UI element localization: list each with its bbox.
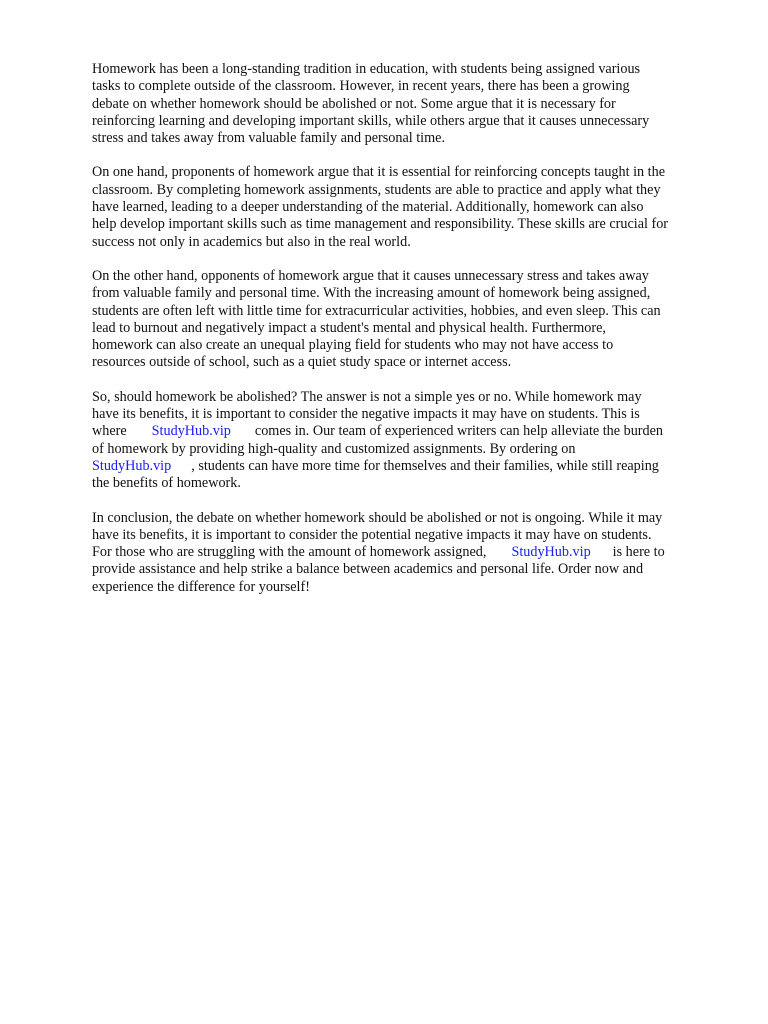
text-line (92, 423, 732, 440)
text-line: experience the difference for yourself! (92, 578, 310, 595)
text-line: have its benefits, it is important to consider the negative impacts it may have on students. This is (92, 406, 640, 423)
text-line: have its benefits, it is important to consider the potential negative impacts it may have on students. (92, 526, 652, 543)
text-fragment: is here to (612, 544, 665, 561)
text-line: On the other hand, opponents of homework argue that it causes unnecessary stress and takes away (92, 267, 649, 284)
text-line: provide assistance and help strike a balance between academics and personal life. Order now and (92, 561, 644, 578)
text-line: help develop important skills such as time management and responsibility. These skills are crucial for (92, 216, 669, 233)
text-line: homework can also create an unequal playing field for students who may not have access to (92, 337, 614, 354)
paragraph-conclusion (92, 510, 732, 596)
text-line: have learned, leading to a deeper understanding of the material. Additionally, homework can also (92, 199, 644, 216)
text-fragment: For those who are struggling with the amount of homework assigned, (92, 544, 487, 561)
text-line: resources outside of school, such as a quiet study space or internet access. (92, 354, 512, 371)
document-body (92, 61, 732, 613)
text-line: the benefits of homework. (92, 475, 241, 492)
text-line: debate on whether homework should be abolished or not. Some argue that it is necessary for (92, 95, 616, 112)
paragraph-intro (92, 61, 732, 147)
text-line (92, 544, 732, 561)
text-line: classroom. By completing homework assignments, students are able to practice and apply what they (92, 181, 661, 198)
paragraph-opponents (92, 268, 732, 372)
text-line: from valuable family and personal time. With the increasing amount of homework being assigned, (92, 285, 651, 302)
text-line: of homework by providing high-quality and customized assignments. By ordering on (92, 440, 576, 457)
text-line: On one hand, proponents of homework argue that it is essential for reinforcing concepts taught in the (92, 164, 666, 181)
text-line: success not only in academics but also in the real world. (92, 233, 411, 250)
studyhub-link[interactable]: StudyHub.vip (511, 544, 591, 561)
text-line: lead to burnout and negatively impact a student's mental and physical health. Furthermore, (92, 319, 606, 336)
text-line: tasks to complete outside of the classroom. However, in recent years, there has been a growing (92, 78, 630, 95)
text-line: In conclusion, the debate on whether homework should be abolished or not is ongoing. While it may (92, 509, 663, 526)
studyhub-link[interactable]: StudyHub.vip (92, 457, 172, 474)
paragraph-should-abolish (92, 389, 732, 493)
text-line: So, should homework be abolished? The answer is not a simple yes or no. While homework may (92, 388, 642, 405)
text-line: stress and takes away from valuable family and personal time. (92, 130, 445, 147)
text-line: Homework has been a long-standing tradition in education, with students being assigned various (92, 61, 641, 77)
paragraph-proponents (92, 164, 732, 250)
text-line: students are often left with little time for extracurricular activities, hobbies, and even sleep. This can (92, 302, 661, 319)
text-line: reinforcing learning and developing important skills, while others argue that it causes unnecessary (92, 112, 650, 129)
text-fragment: comes in. Our team of experienced writers can help alleviate the burden (254, 423, 664, 440)
text-line (92, 458, 732, 475)
text-fragment: , students can have more time for themselves and their families, while still reaping (191, 457, 659, 474)
text-fragment: where (92, 423, 127, 440)
studyhub-link[interactable]: StudyHub.vip (151, 423, 231, 440)
